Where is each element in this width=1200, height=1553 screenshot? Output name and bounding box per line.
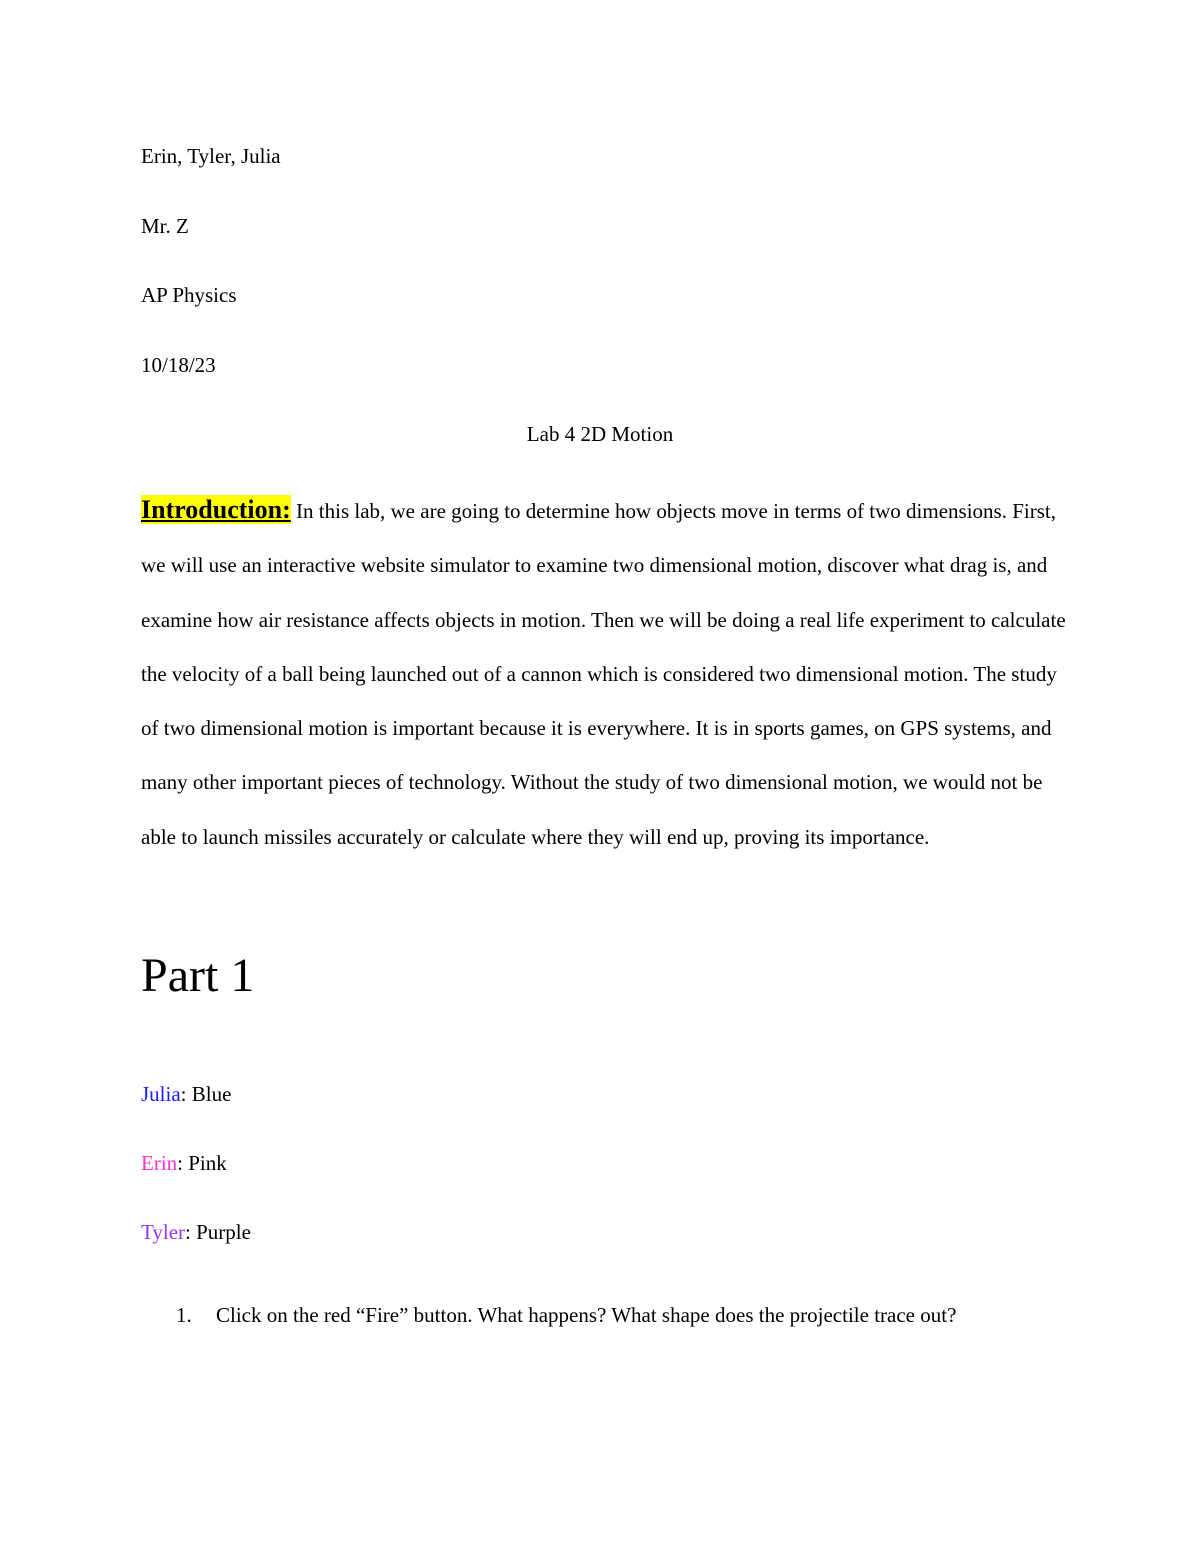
document-title: Lab 4 2D Motion <box>526 422 674 446</box>
color-key-julia: Julia: Blue <box>141 1082 232 1106</box>
color-key-label: Purple <box>196 1220 251 1244</box>
color-key-name: Julia <box>141 1082 181 1106</box>
course-line: AP Physics <box>141 283 237 307</box>
authors-line: Erin, Tyler, Julia <box>141 144 281 168</box>
color-key-name: Erin <box>141 1151 178 1175</box>
part-1-heading: Part 1 <box>141 949 255 1002</box>
teacher-line: Mr. Z <box>141 214 189 238</box>
question-item <box>176 1288 1056 1342</box>
question-number: 1. <box>176 1303 192 1327</box>
question-text: Click on the red “Fire” button. What happens? What shape does the projectile trace out? <box>216 1303 957 1327</box>
date-line: 10/18/23 <box>141 353 216 377</box>
introduction-label: Introduction: <box>141 495 291 524</box>
color-key-label: Blue <box>191 1082 232 1106</box>
color-key-label: Pink <box>188 1151 227 1175</box>
introduction-text: In this lab, we are going to determine how objects move in terms of two dimensions. First, we will use an interactive website simulator to examine two dimensional motion, discover what drag is, and examine how air resistance affects objects in motion. Then we will be doing a real life experiment to calculate the velocity of a ball being launched out of a cannon which is considered two dimensional motion. The study of two dimensional motion is important because it is everywhere. It is in sports games, on GPS systems, and many other important pieces of technology. Without the study of two dimensional motion, we would not be able to launch missiles accurately or calculate where they will end up, proving its importance. <box>141 499 1066 849</box>
color-key-erin: Erin: Pink <box>141 1151 227 1175</box>
color-key-tyler: Tyler: Purple <box>141 1220 251 1244</box>
color-key-name: Tyler <box>141 1220 186 1244</box>
introduction-paragraph <box>141 483 1071 864</box>
